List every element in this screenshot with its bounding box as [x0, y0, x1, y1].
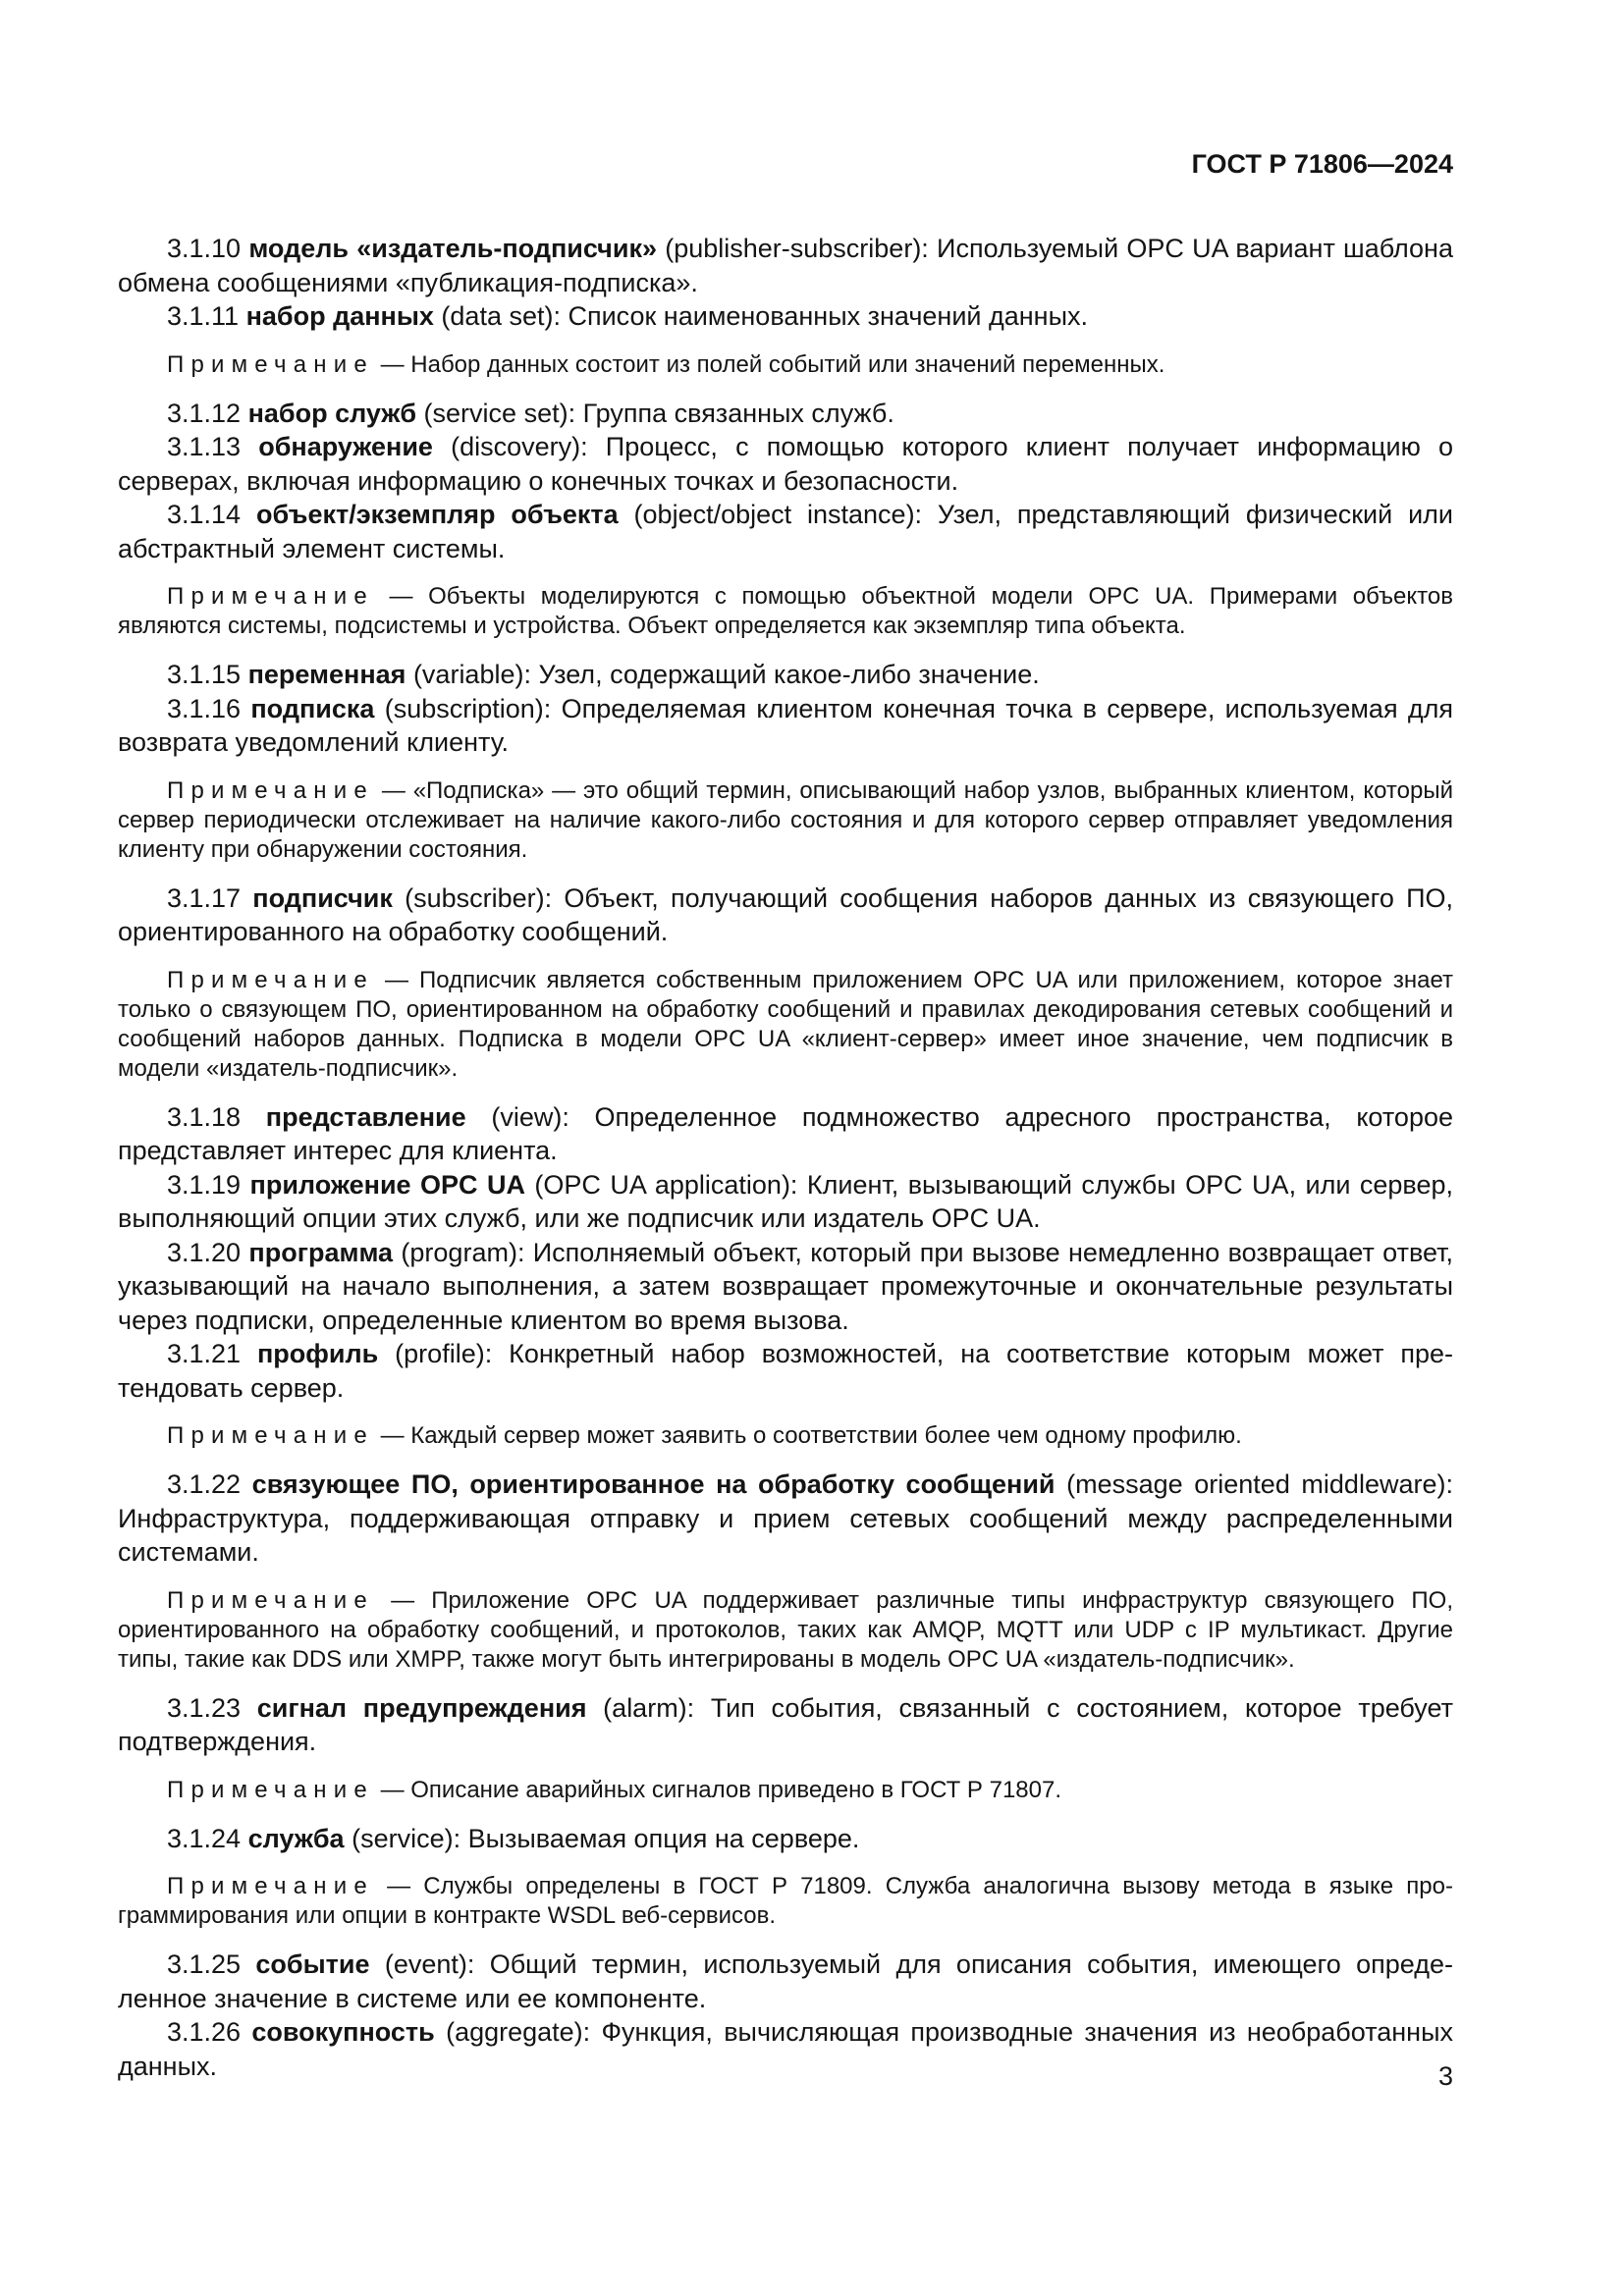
note-paragraph [118, 1872, 1453, 1931]
term-label: сигнал предупреждения [256, 1692, 587, 1723]
term-definition: (event): Общий термин, используемый для описания события, имеющего определенное значение в системе или ее компоненте. [118, 1949, 1453, 2013]
note-text: — Объекты моделируются с помощью объектной модели OPC UA. Примерами объектов являются системы, подсистемы и устройства. Объект определяется как экземпляр типа объекта. [118, 583, 1453, 639]
term-number: 3.1.18 [167, 1101, 266, 1132]
term-paragraph [118, 1691, 1453, 1759]
term-label: набор данных [245, 301, 434, 331]
term-paragraph [118, 1168, 1453, 1236]
term-label: объект/экземпляр объекта [255, 500, 619, 529]
note-text: — Приложение OPC UA поддерживает различные типы инфраструктур связующего ПО, ориентированного на обработку сообщений, и протоколов, таких как AMQP, MQTT или UDP с IP мультикаст. Другие типы, такие как DDS или XMPP, также могут быть интегрированы в модель OPC UA «издатель-подписчик». [118, 1586, 1454, 1673]
note-text: — Службы определены в ГОСТ Р 71809. Служба аналогична вызову метода в языке программирования или опции в контракте WSDL веб-сервисов. [118, 1873, 1453, 1929]
term-definition: (variable): Узел, содержащий какое-либо значение. [406, 660, 1040, 689]
note-paragraph [118, 966, 1453, 1084]
term-definition: (OPC UA application): Клиент, вызывающий службы OPC UA, или сервер, выполняющий опции этих служб, или же подписчик или издатель OPC UA. [118, 1169, 1453, 1233]
term-label: обнаружение [258, 432, 433, 461]
note-label: Примечание [167, 1873, 374, 1899]
note-label: Примечание [167, 1422, 374, 1449]
term-number: 3.1.15 [167, 660, 248, 689]
term-paragraph [118, 1236, 1453, 1338]
content [118, 147, 1453, 2083]
note-paragraph [118, 350, 1453, 380]
note-label: Примечание [167, 350, 374, 378]
term-paragraph [118, 498, 1453, 565]
term-definition: (message oriented middleware): Инфраструктура, поддерживающая отправку и прием сетевых сообщений между распределенными системами. [118, 1469, 1453, 1567]
term-label: профиль [256, 1339, 379, 1368]
term-definition: (subscriber): Объект, получающий сообщения наборов данных из связующего ПО, ориентированного на обработку сообщений. [118, 882, 1453, 946]
term-label: служба [247, 1823, 345, 1853]
term-number: 3.1.22 [167, 1469, 252, 1499]
note-text: — «Подписка» — это общий термин, описывающий набор узлов, выбранных клиентом, который сервер периодически отслеживает на наличие какого-либо состояния и для которого сервер отправляет уведомления клиенту при обнаружении состояния. [118, 776, 1453, 863]
term-definition: (discovery): Процесс, с помощью которого клиент получает информацию о серверах, включая информацию о конечных точках и безопасности. [118, 432, 1454, 496]
term-label: программа [248, 1237, 394, 1267]
note-paragraph [118, 1421, 1453, 1451]
term-label: переменная [247, 660, 406, 689]
term-label: модель «издатель-подписчик» [248, 234, 657, 263]
term-number: 3.1.23 [167, 1692, 257, 1723]
term-paragraph [118, 1948, 1453, 2015]
note-text: — Описание аварийных сигналов приведено в ГОСТ Р 71807. [373, 1776, 1062, 1803]
term-number: 3.1.11 [167, 301, 246, 331]
term-number: 3.1.10 [167, 234, 249, 263]
term-label: приложение OPC UA [249, 1169, 525, 1200]
term-paragraph [118, 299, 1453, 334]
term-label: совокупность [251, 2017, 435, 2047]
note-text: — Набор данных состоит из полей событий или значений переменных. [373, 350, 1165, 378]
term-definition: (aggregate): Функция, вычисляющая производные значения из необработанных данных. [118, 2017, 1454, 2081]
term-number: 3.1.14 [167, 500, 256, 529]
note-text: — Подписчик является собственным приложением OPC UA или приложением, которое знает только о связующем ПО, ориентированном на обработку сообщений и правилах декодирования сетевых сообщений и сообщений наборов данных. Подписка в модели OPC UA «клиент-сервер» имеет иное значение, чем подписчик в модели «издатель-подписчик». [118, 966, 1453, 1082]
term-number: 3.1.24 [167, 1823, 248, 1853]
note-label: Примечание [167, 776, 374, 804]
term-number: 3.1.21 [167, 1339, 257, 1368]
term-number: 3.1.26 [167, 2017, 252, 2047]
term-label: представление [265, 1101, 466, 1132]
term-paragraph [118, 692, 1453, 760]
term-definition: (view): Определенное подмножество адресного пространства, которое представляет интерес для клиента. [118, 1101, 1453, 1165]
term-number: 3.1.13 [167, 432, 259, 461]
term-label: связующее ПО, ориентированное на обработку сообщений [251, 1469, 1056, 1499]
term-paragraph [118, 881, 1453, 949]
term-definition: (service set): Группа связанных служб. [416, 398, 894, 428]
term-number: 3.1.16 [167, 693, 251, 723]
term-definition: (program): Исполняемый объект, который при вызове немедленно возвращает ответ, указывающий на начало выполнения, а затем возвращает промежуточные и окончательные результаты через подписки, определенные клиентом во время вызова. [118, 1237, 1453, 1335]
page-number: 3 [1437, 2061, 1453, 2091]
term-definition: (profile): Конкретный набор возможностей, на соответствие которым может претендовать сервер. [118, 1339, 1453, 1403]
note-label: Примечание [167, 966, 374, 993]
term-paragraph [118, 1100, 1453, 1168]
term-definition: (publisher-subscriber): Используемый OPC UA вариант шаблона обмена сообщениями «публикация-подписка». [118, 234, 1453, 297]
term-paragraph [118, 232, 1453, 299]
term-label: подписчик [252, 882, 393, 913]
term-definition: (alarm): Тип события, связанный с состоянием, которое требует подтверждения. [118, 1692, 1453, 1756]
term-definition: (object/object instance): Узел, представляющий физический или абстрактный элемент системы. [118, 500, 1453, 563]
note-paragraph [118, 776, 1453, 865]
term-number: 3.1.20 [167, 1237, 249, 1267]
term-definition: (data set): Список наименованных значений данных. [433, 301, 1088, 331]
page-header: ГОСТ Р 71806—2024 [1191, 149, 1453, 179]
term-number: 3.1.17 [167, 882, 253, 913]
term-paragraph [118, 1468, 1453, 1570]
note-paragraph [118, 1776, 1453, 1805]
note-paragraph [118, 582, 1453, 641]
term-label: событие [255, 1949, 370, 1979]
term-paragraph [118, 658, 1453, 692]
note-paragraph [118, 1586, 1453, 1675]
term-number: 3.1.19 [167, 1169, 250, 1200]
term-label: подписка [250, 693, 375, 723]
term-paragraph [118, 397, 1453, 431]
note-label: Примечание [167, 1586, 374, 1614]
note-text: — Каждый сервер может заявить о соответствии более чем одному профилю. [373, 1422, 1242, 1449]
term-number: 3.1.12 [167, 398, 248, 428]
term-definition: (service): Вызываемая опция на сервере. [344, 1823, 860, 1853]
term-definition: (subscription): Определяемая клиентом конечная точка в сервере, используемая для возврата уведомлений клиенту. [118, 693, 1453, 757]
term-paragraph [118, 430, 1453, 498]
term-number: 3.1.25 [167, 1949, 256, 1979]
term-label: набор служб [247, 398, 417, 428]
term-paragraph [118, 1337, 1453, 1405]
term-paragraph [118, 1822, 1453, 1856]
note-label: Примечание [167, 583, 374, 610]
note-label: Примечание [167, 1776, 374, 1803]
